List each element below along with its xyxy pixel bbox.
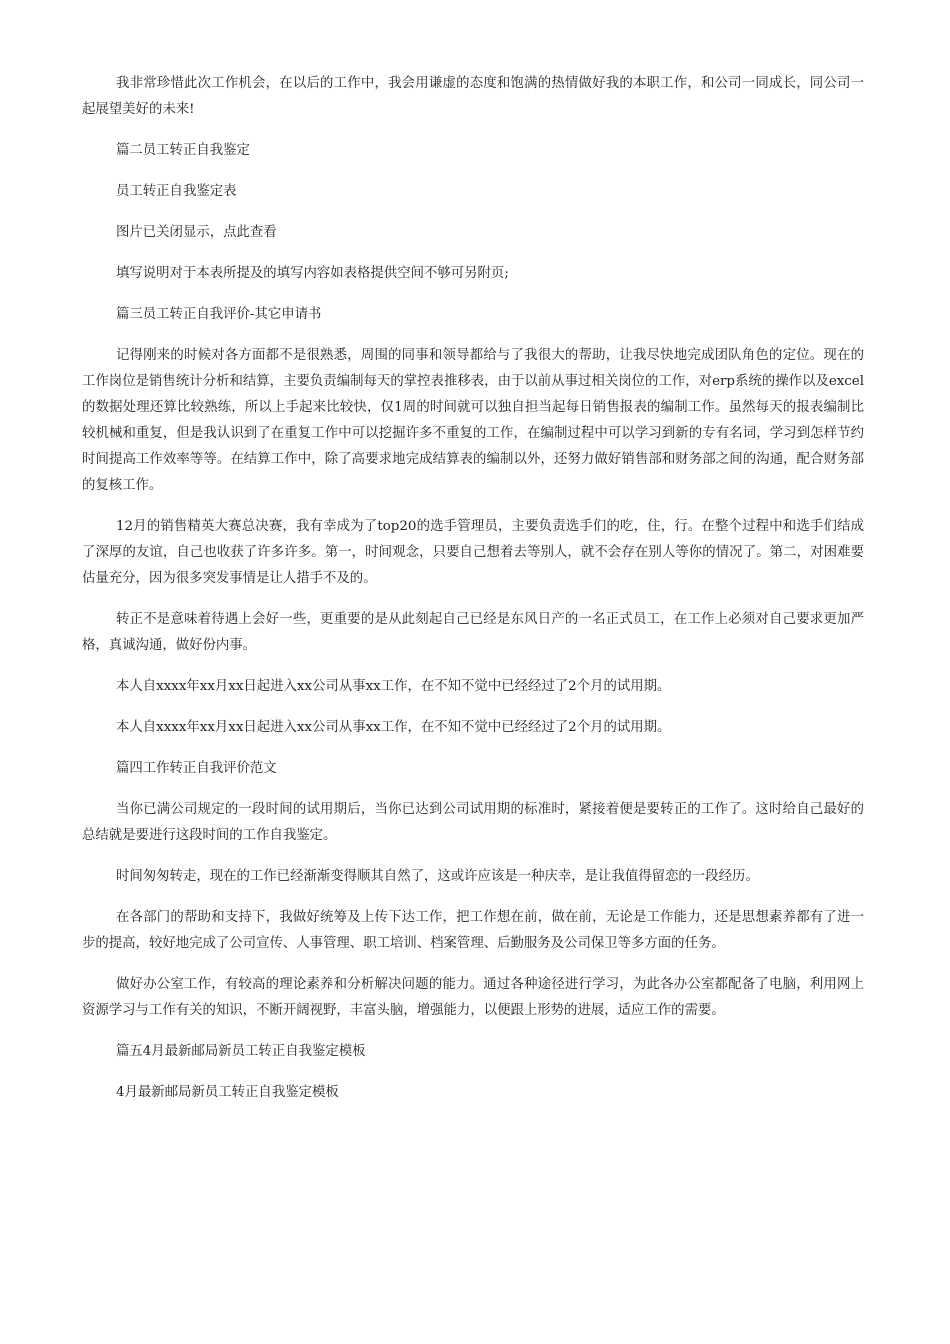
paragraph-probation-summary: 当你已满公司规定的一段时间的试用期后，当你已达到公司试用期的标准时，紧接着便是要转正的工作了。这时给自己最好的总结就是要进行这段时间的工作自我鉴定。 — [82, 802, 864, 843]
form-title: 员工转正自我鉴定表 — [116, 184, 237, 199]
paragraph-office-work: 做好办公室工作，有较高的理论素养和分析解决问题的能力。通过各种途径进行学习，为此各办公室都配备了电脑，利用网上资源学习与工作有关的知识，不断开阔视野，丰富头脑，增强能力，以便跟上形势的进展，适应工作的需要。 — [82, 977, 864, 1018]
form-instructions: 填写说明对于本表所提及的填写内容如表格提供空间不够可另附页; — [116, 266, 509, 281]
paragraph-job-duties: 记得刚来的时候对各方面都不是很熟悉，周围的同事和领导都给与了我很大的帮助，让我尽快地完成团队角色的定位。现在的工作岗位是销售统计分析和结算，主要负责编制每天的掌控表推移表，由于以前从事过相关岗位的工作，对erp系统的操作以及excel的数据处理还算比较熟练，所以上手起来比较快，仅1周的时间就可以独自担当起每日销售报表的编制工作。虽然每天的报表编制比较机械和重复，但是我认识到了在重复工作中可以挖掘许多不重复的工作，在编制过程中可以学习到新的专有名词，学习到怎样节约时间提高工作效率等等。在结算工作中，除了高要求地完成结算表的编制以外，还努力做好销售部和财务部之间的沟通，配合财务部的复核工作。 — [82, 348, 864, 493]
paragraph-closing-statement: 我非常珍惜此次工作机会，在以后的工作中，我会用谦虚的态度和饱满的热情做好我的本职工作，和公司一同成长，同公司一起展望美好的未来! — [82, 76, 864, 117]
section-heading-5: 篇五4月最新邮局新员工转正自我鉴定模板 — [116, 1044, 366, 1059]
paragraph-regularization-meaning: 转正不是意味着待遇上会好一些，更重要的是从此刻起自己已经是东风日产的一名正式员工，在工作上必须对自己要求更加严格，真诚沟通，做好份内事。 — [82, 612, 864, 653]
paragraph-department-support: 在各部门的帮助和支持下，我做好统筹及上传下达工作，把工作想在前，做在前，无论是工作能力，还是思想素养都有了进一步的提高，较好地完成了公司宣传、人事管理、职工培训、档案管理、后勤服务及公司保卫等多方面的任务。 — [82, 910, 864, 951]
template-title: 4月最新邮局新员工转正自我鉴定模板 — [116, 1085, 339, 1100]
section-heading-3: 篇三员工转正自我评价-其它申请书 — [116, 307, 322, 322]
section-heading-4: 篇四工作转正自我评价范文 — [116, 761, 277, 776]
paragraph-time-passes: 时间匆匆转走，现在的工作已经渐渐变得顺其自然了，这或许应该是一种庆幸，是让我值得留恋的一段经历。 — [116, 869, 759, 884]
paragraph-probation-intro: 本人自xxxx年xx月xx日起进入xx公司从事xx工作，在不知不觉中已经经过了2个月的试用期。 — [116, 679, 671, 694]
section-heading-2: 篇二员工转正自我鉴定 — [116, 143, 250, 158]
document-body — [82, 71, 864, 1121]
paragraph-probation-intro-repeat: 本人自xxxx年xx月xx日起进入xx公司从事xx工作，在不知不觉中已经经过了2个月的试用期。 — [116, 720, 671, 735]
paragraph-sales-contest: 12月的销售精英大赛总决赛，我有幸成为了top20的选手管理员，主要负责选手们的吃，住，行。在整个过程中和选手们结成了深厚的友谊，自己也收获了许多许多。第一，时间观念，只要自己想着去等别人，就不会存在别人等你的情况了。第二，对困难要估量充分，因为很多突发事情是让人措手不及的。 — [82, 519, 864, 586]
image-hidden-notice: 图片已关闭显示，点此查看 — [116, 225, 277, 240]
